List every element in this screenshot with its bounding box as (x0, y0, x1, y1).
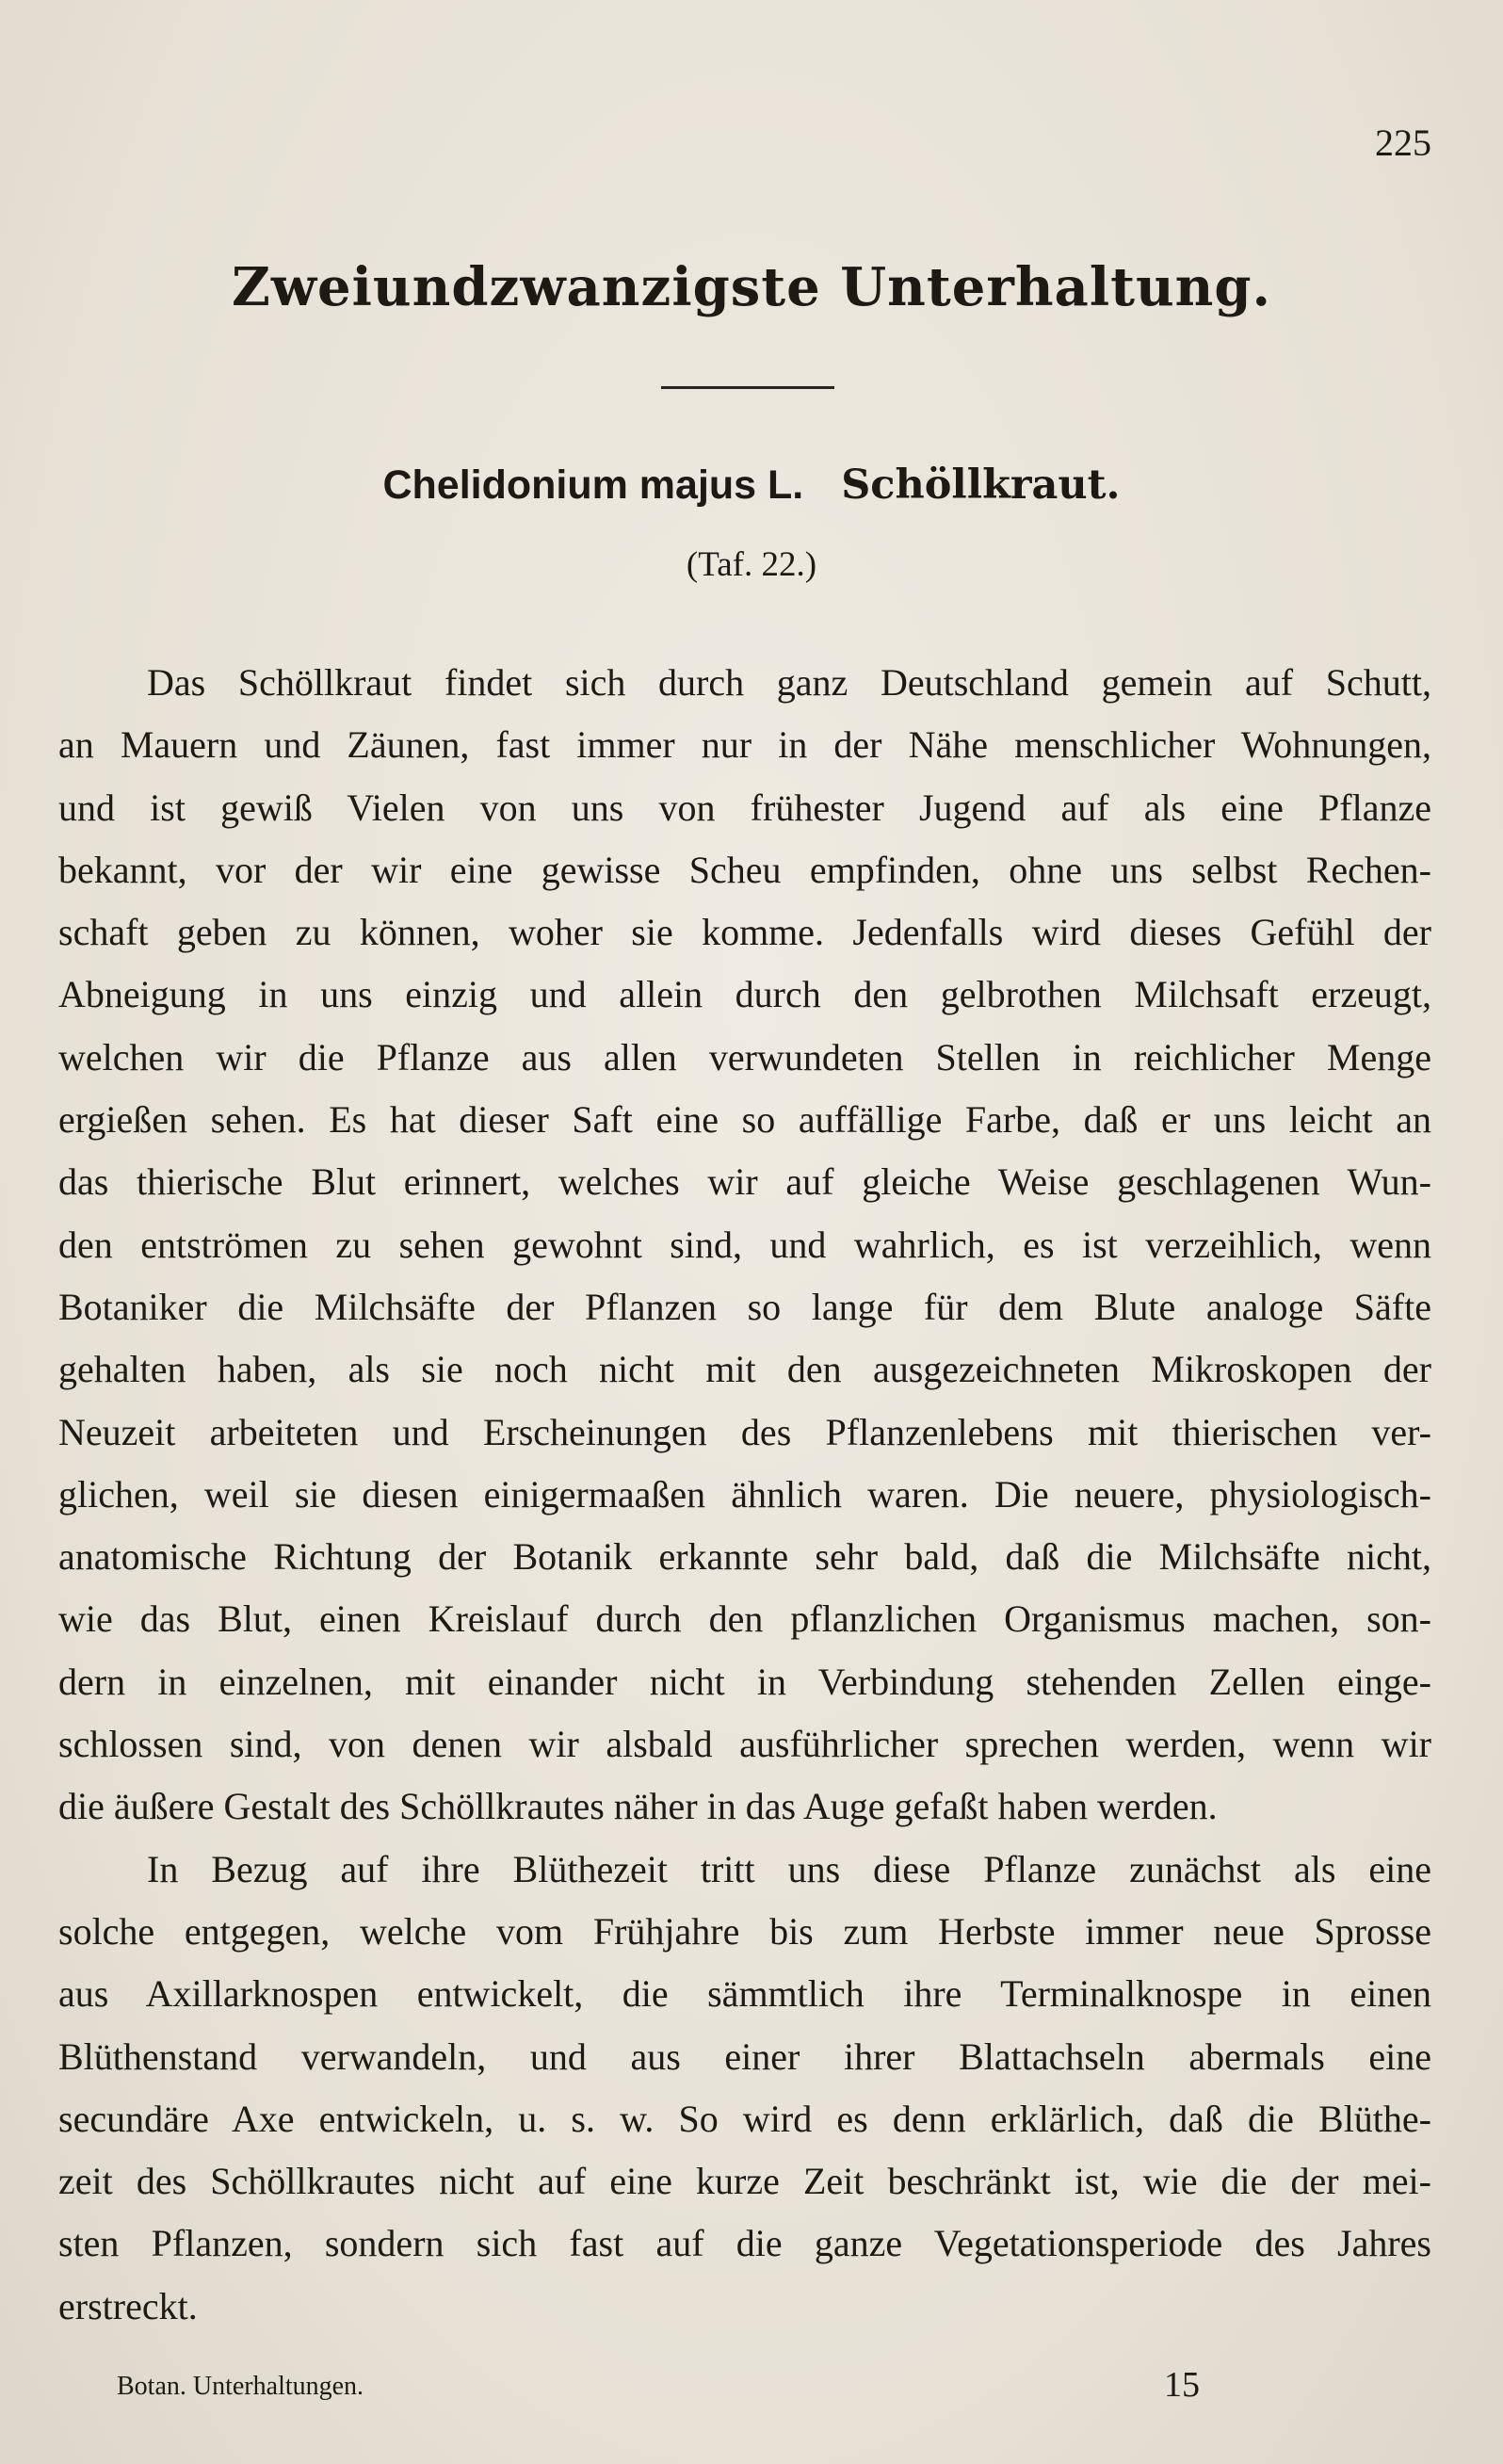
text-line: den entströmen zu sehen gewohnt sind, und wahrlich, es ist verzeihlich, wenn (58, 1223, 1431, 1266)
text-line: bekannt, vor der wir eine gewisse Scheu empfinden, ohne uns selbst Rechen- (58, 848, 1431, 891)
text-line: glichen, weil sie diesen einigermaaßen ähnlich waren. Die neuere, physiologisch- (58, 1472, 1431, 1516)
text-line: dern in einzelnen, mit einander nicht in Verbindung stehenden Zellen einge- (58, 1660, 1431, 1703)
plate-reference: (Taf. 22.) (686, 545, 817, 584)
text-line: und ist gewiß Vielen von uns von frühester Jugend auf als eine Pflanze (58, 786, 1431, 829)
text-line: die äußere Gestalt des Schöllkrautes näher in das Auge gefaßt haben werden. (58, 1785, 1218, 1828)
text-line: sten Pflanzen, sondern sich fast auf die ganze Vegetationsperiode des Jahres (58, 2222, 1431, 2265)
text-line: schlossen sind, von denen wir alsbald ausführlicher sprechen werden, wenn wir (58, 1723, 1431, 1766)
footer (0, 2364, 1503, 2411)
text-line: Blüthenstand verwandeln, und aus einer ihrer Blattachseln abermals eine (58, 2034, 1431, 2078)
text-line: Neuzeit arbeiteten und Erscheinungen des Pflanzenlebens mit thierischen ver- (58, 1410, 1431, 1453)
page-number: 225 (1375, 122, 1431, 164)
sheet-number: 15 (1164, 2365, 1200, 2405)
text-line: Botaniker die Milchsäfte der Pflanzen so lange für dem Blute analoge Säfte (58, 1285, 1431, 1328)
text-line: In Bezug auf ihre Blüthezeit tritt uns diese Pflanze zunächst als eine (147, 1847, 1431, 1890)
text-line: secundäre Axe entwickeln, u. s. w. So wird es denn erklärlich, daß die Blüthe- (58, 2097, 1431, 2140)
text-line: Abneigung in uns einzig und allein durch den gelbrothen Milchsaft erzeugt, (58, 973, 1431, 1016)
text-line: solche entgegen, welche vom Frühjahre bis zum Herbste immer neue Sprosse (58, 1909, 1431, 1953)
signature-mark: Botan. Unterhaltungen. (117, 2372, 364, 2401)
text-line: zeit des Schöllkrautes nicht auf eine kurze Zeit beschränkt ist, wie die der mei- (58, 2160, 1431, 2203)
text-line: anatomische Richtung der Botanik erkannte sehr bald, daß die Milchsäfte nicht, (58, 1535, 1431, 1579)
title-rule (661, 386, 834, 389)
text-line: an Mauern und Zäunen, fast immer nur in der Nähe menschlicher Wohnungen, (58, 723, 1431, 767)
subtitle (0, 462, 1503, 509)
text-line: Das Schöllkraut findet sich durch ganz Deutschland gemein auf Schutt, (147, 661, 1431, 704)
subtitle-german: Schöllkraut. (841, 462, 1121, 509)
text-line: erstreckt. (58, 2284, 198, 2327)
body-text (58, 652, 1431, 2338)
text-line: wie das Blut, einen Kreislauf durch den pflanzlichen Organismus machen, son- (58, 1597, 1431, 1641)
text-line: schaft geben zu können, woher sie komme. Jedenfalls wird dieses Gefühl der (58, 911, 1431, 954)
chapter-title: Zweiundzwanzigste Unterhaltung. (231, 256, 1272, 318)
text-line: aus Axillarknospen entwickelt, die sämmtlich ihre Terminalknospe in einen (58, 1972, 1431, 2016)
text-line: welchen wir die Pflanze aus allen verwundeten Stellen in reichlicher Menge (58, 1035, 1431, 1078)
subtitle-latin: Chelidonium majus L. (382, 462, 804, 508)
text-line: gehalten haben, als sie noch nicht mit den ausgezeichneten Mikroskopen der (58, 1348, 1431, 1391)
text-line: ergießen sehen. Es hat dieser Saft eine so auffällige Farbe, daß er uns leicht an (58, 1098, 1431, 1142)
text-line: das thierische Blut erinnert, welches wir auf gleiche Weise geschlagenen Wun- (58, 1160, 1431, 1204)
